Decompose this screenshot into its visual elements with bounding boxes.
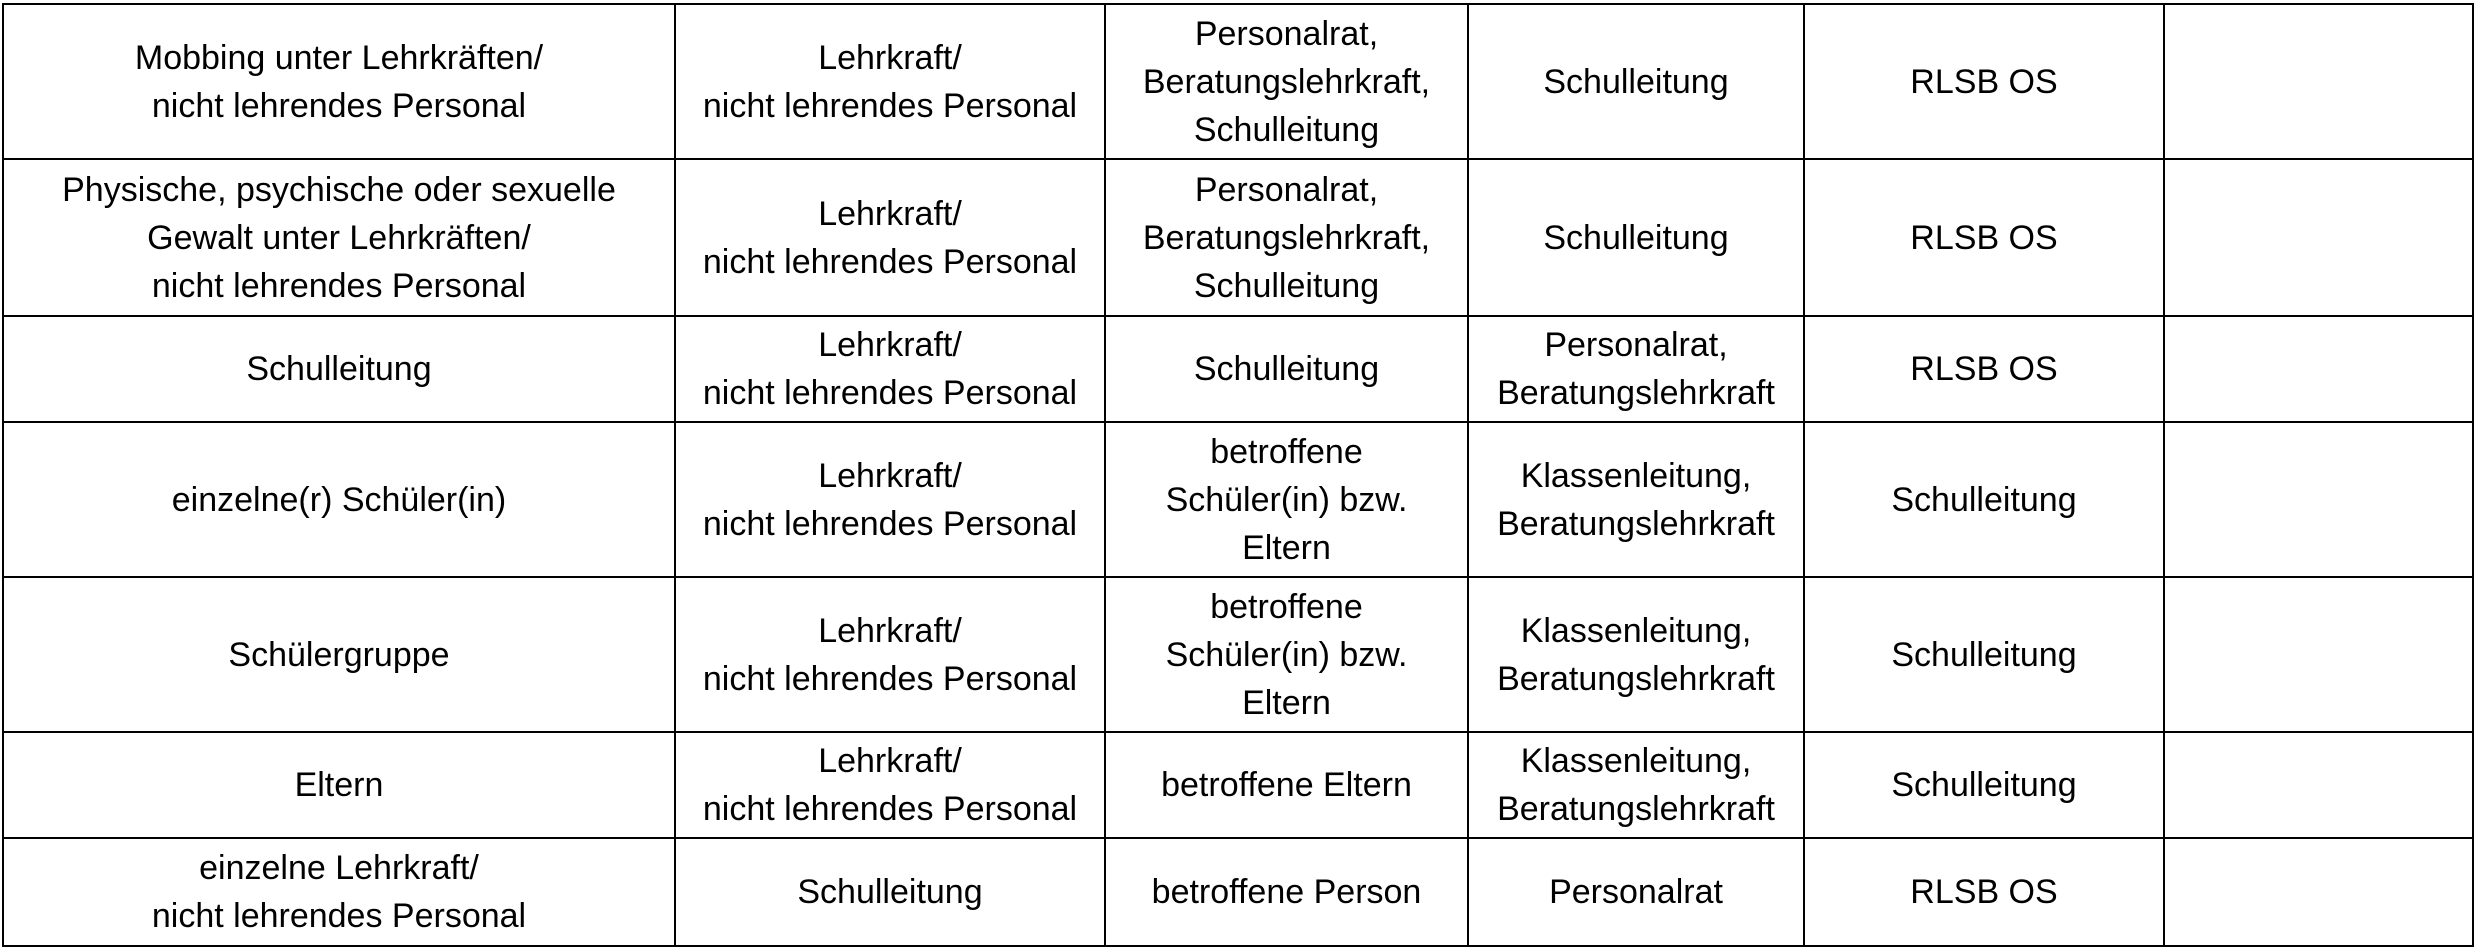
cell-extra (2164, 316, 2473, 422)
cell-line: Beratungslehrkraft (1497, 790, 1775, 828)
cell-line: Personalrat, (1544, 326, 1728, 364)
cell-line: Schulleitung (1891, 635, 2077, 674)
cell-perpetrator (675, 4, 1105, 159)
cell-line: Eltern (1242, 683, 1331, 722)
cell-extra (2164, 4, 2473, 159)
cell-third-contact (1804, 577, 2164, 732)
cell-first-contact (1105, 577, 1468, 732)
cell-second-contact (1468, 4, 1804, 159)
cell-first-contact (1105, 422, 1468, 577)
cell-perpetrator (675, 316, 1105, 422)
cell-first-contact (1105, 4, 1468, 159)
table-row (3, 4, 2473, 159)
cell-perpetrator (675, 577, 1105, 732)
cell-line: betroffene (1210, 432, 1363, 471)
table-body (3, 4, 2473, 946)
cell-second-contact (1468, 159, 1804, 316)
cell-situation (3, 732, 675, 838)
cell-line: Personalrat (1549, 873, 1723, 911)
cell-line: Klassenleitung, (1520, 611, 1752, 650)
cell-line: RLSB OS (1910, 218, 2058, 257)
cell-line: Personalrat, (1194, 14, 1379, 53)
table-row (3, 316, 2473, 422)
cell-extra (2164, 732, 2473, 838)
table-row (3, 422, 2473, 577)
cell-line: nicht lehrendes Personal (702, 374, 1078, 412)
cell-line: Schulleitung (1891, 480, 2077, 519)
cell-line: nicht lehrendes Personal (702, 659, 1078, 698)
cell-line: Lehrkraft/ (818, 611, 962, 650)
cell-line: RLSB OS (1910, 350, 2058, 388)
cell-line: einzelne(r) Schüler(in) (171, 480, 507, 519)
cell-line: Lehrkraft/ (818, 742, 962, 780)
cell-line: nicht lehrendes Personal (702, 504, 1078, 543)
cell-extra (2164, 577, 2473, 732)
cell-line: nicht lehrendes Personal (151, 266, 527, 305)
cell-second-contact (1468, 422, 1804, 577)
cell-third-contact (1804, 838, 2164, 946)
cell-line: Lehrkraft/ (818, 194, 962, 233)
cell-third-contact (1804, 732, 2164, 838)
cell-line: Schulleitung (797, 873, 983, 911)
cell-line: Beratungslehrkraft (1497, 504, 1775, 543)
cell-line: nicht lehrendes Personal (702, 242, 1078, 281)
responsibility-table (2, 3, 2474, 947)
cell-line: Schulleitung (1193, 110, 1380, 149)
cell-line: Schulleitung (1891, 766, 2077, 804)
cell-line: Klassenleitung, (1520, 456, 1752, 495)
cell-line: Schulleitung (1193, 350, 1380, 388)
cell-second-contact (1468, 316, 1804, 422)
cell-situation (3, 4, 675, 159)
cell-line: betroffene Person (1151, 873, 1422, 911)
cell-third-contact (1804, 4, 2164, 159)
cell-line: Schüler(in) bzw. (1165, 480, 1408, 519)
table-row (3, 577, 2473, 732)
cell-line: nicht lehrendes Personal (702, 790, 1078, 828)
cell-line: Eltern (294, 766, 384, 804)
cell-first-contact (1105, 732, 1468, 838)
cell-perpetrator (675, 732, 1105, 838)
cell-first-contact (1105, 838, 1468, 946)
cell-perpetrator (675, 838, 1105, 946)
cell-situation (3, 577, 675, 732)
table-row (3, 159, 2473, 316)
cell-situation (3, 838, 675, 946)
cell-line: Beratungslehrkraft, (1142, 62, 1431, 101)
cell-line: Schulleitung (1543, 218, 1729, 257)
cell-second-contact (1468, 577, 1804, 732)
table-row (3, 732, 2473, 838)
cell-line: Eltern (1242, 528, 1331, 567)
cell-extra (2164, 838, 2473, 946)
cell-line: nicht lehrendes Personal (151, 897, 527, 935)
cell-perpetrator (675, 159, 1105, 316)
cell-line: Schülergruppe (228, 635, 450, 674)
table-row (3, 838, 2473, 946)
cell-line: Beratungslehrkraft (1497, 659, 1775, 698)
cell-extra (2164, 422, 2473, 577)
cell-third-contact (1804, 422, 2164, 577)
cell-third-contact (1804, 316, 2164, 422)
cell-line: nicht lehrendes Personal (151, 86, 527, 125)
cell-line: betroffene (1210, 587, 1363, 626)
cell-line: Lehrkraft/ (818, 38, 962, 77)
cell-line: Schüler(in) bzw. (1165, 635, 1408, 674)
cell-line: Schulleitung (1543, 62, 1729, 101)
cell-line: Lehrkraft/ (818, 326, 962, 364)
cell-first-contact (1105, 159, 1468, 316)
cell-perpetrator (675, 422, 1105, 577)
cell-first-contact (1105, 316, 1468, 422)
cell-line: Gewalt unter Lehrkräften/ (147, 218, 531, 257)
cell-line: Personalrat, (1194, 170, 1379, 209)
cell-line: Beratungslehrkraft, (1142, 218, 1431, 257)
cell-line: Lehrkraft/ (818, 456, 962, 495)
cell-situation (3, 159, 675, 316)
cell-line: Schulleitung (1193, 266, 1380, 305)
cell-line: einzelne Lehrkraft/ (199, 849, 479, 887)
cell-line: Mobbing unter Lehrkräften/ (134, 38, 544, 77)
cell-situation (3, 316, 675, 422)
cell-line: betroffene Eltern (1161, 766, 1412, 804)
cell-line: nicht lehrendes Personal (702, 86, 1078, 125)
cell-second-contact (1468, 838, 1804, 946)
cell-line: Schulleitung (246, 350, 432, 388)
cell-line: Klassenleitung, (1520, 742, 1752, 780)
cell-line: RLSB OS (1910, 62, 2058, 101)
cell-line: Beratungslehrkraft (1497, 374, 1775, 412)
cell-third-contact (1804, 159, 2164, 316)
cell-extra (2164, 159, 2473, 316)
cell-line: Physische, psychische oder sexuelle (62, 170, 616, 209)
cell-second-contact (1468, 732, 1804, 838)
cell-situation (3, 422, 675, 577)
cell-line: RLSB OS (1910, 873, 2058, 911)
